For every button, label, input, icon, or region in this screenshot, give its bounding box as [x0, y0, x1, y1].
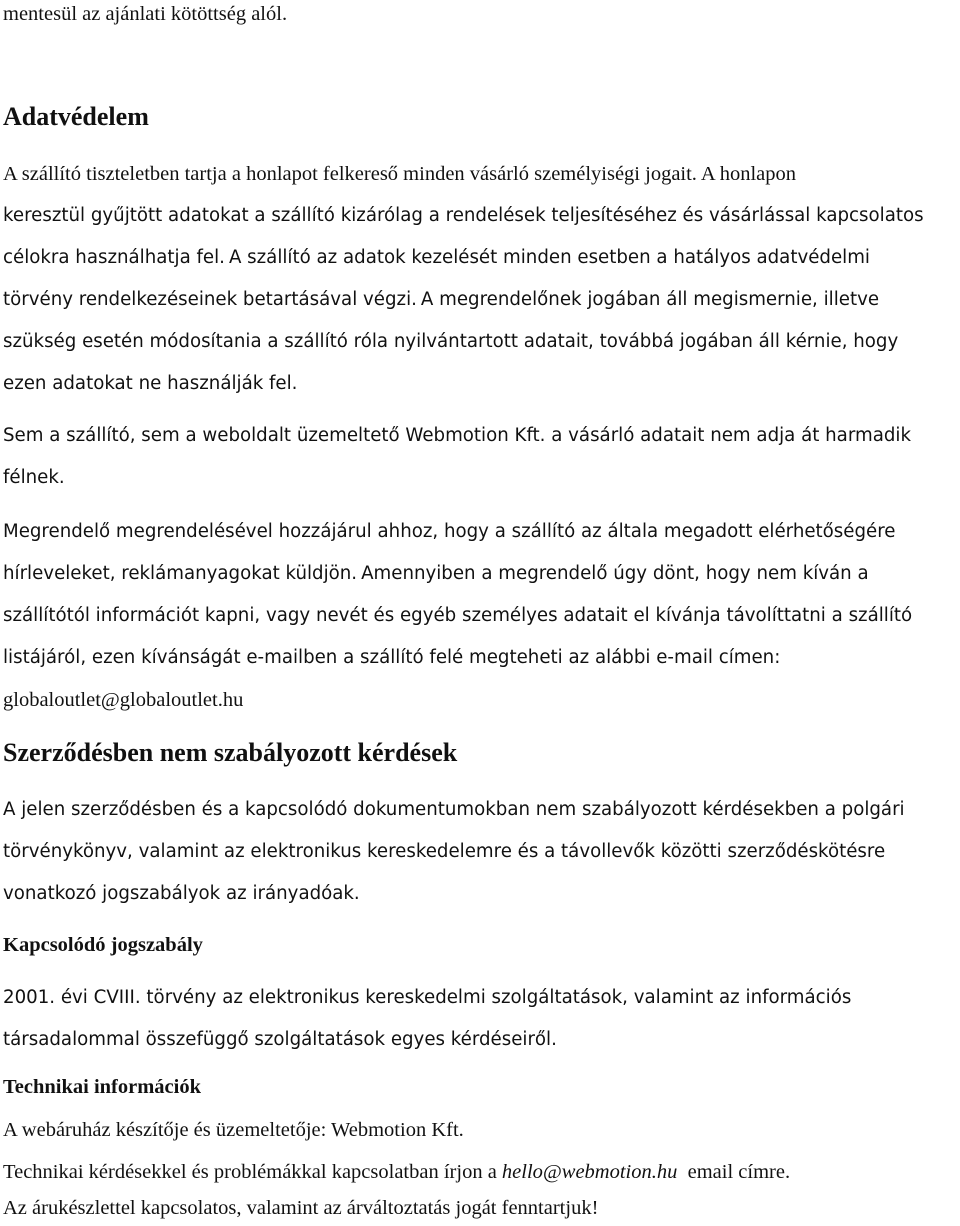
text-segment: Technikai kérdésekkel és problémákkal kapcsolatban írjon a	[3, 1161, 497, 1183]
privacy-paragraph-2	[3, 415, 911, 499]
privacy-heading: Adatvédelem	[3, 102, 149, 131]
related-law-paragraph	[3, 977, 851, 1061]
text-line: A jelen szerződésben és a kapcsolódó dokumentumokban nem szabályozott kérdésekben a polgári	[3, 799, 905, 820]
text-segment: email címre.	[687, 1161, 791, 1183]
text-line: 2001. évi CVIII. törvény az elektronikus kereskedelmi szolgáltatások, valamint az információs	[3, 987, 852, 1008]
text-line: ezen adatokat ne használják fel.	[3, 373, 298, 394]
privacy-email-link[interactable]: globaloutlet@globaloutlet.hu	[3, 689, 244, 711]
text-line: törvénykönyv, valamint az elektronikus kereskedelemre és a távollevők közötti szerződéskötésre	[3, 841, 886, 862]
unregulated-heading: Szerződésben nem szabályozott kérdések	[3, 738, 458, 767]
text-line	[3, 279, 924, 321]
text-line: A webáruház készítője és üzemeltetője: Webmotion Kft.	[3, 1119, 464, 1141]
text-line	[3, 237, 924, 279]
text-segment: A szállító az adatok kezelését minden esetben a hatályos adatvédelmi	[228, 247, 870, 268]
top-fragment	[3, 0, 287, 28]
text-line: A szállító tiszteletben tartja a honlapot felkereső minden vásárló személyiségi jogait. A honlapon	[3, 163, 797, 185]
unregulated-paragraph	[3, 789, 905, 915]
related-law-heading: Kapcsolódó jogszabály	[3, 934, 203, 956]
text-line: Az árukészlettel kapcsolatos, valamint az árváltoztatás jogát fenntartjuk!	[3, 1197, 599, 1219]
text-line: szállítótól információt kapni, vagy nevét és egyéb személyes adatait el kívánja távolíttatni a szállító	[3, 605, 913, 626]
text-line	[3, 1151, 790, 1193]
text-line: mentesül az ajánlati kötöttség alól.	[3, 3, 288, 25]
text-line: listájáról, ezen kívánságát e-mailben a szállító felé megteheti az alábbi e-mail címen:	[3, 647, 781, 668]
privacy-paragraph-1	[3, 153, 924, 405]
text-line: vonatkozó jogszabályok az irányadóak.	[3, 883, 360, 904]
text-line: társadalommal összefüggő szolgáltatások egyes kérdéseiről.	[3, 1029, 557, 1050]
text-line: Megrendelő megrendelésével hozzájárul ahhoz, hogy a szállító az általa megadott elérhetőségére	[3, 521, 896, 542]
text-segment: hírleveleket, reklámanyagokat küldjön.	[3, 563, 358, 584]
text-segment: Amennyiben a megrendelő úgy dönt, hogy nem kíván a	[361, 563, 869, 584]
technical-heading: Technikai információk	[3, 1076, 202, 1098]
text-line	[3, 553, 912, 595]
text-segment: törvény rendelkezéseinek betartásával végzi.	[3, 289, 417, 310]
text-segment: A megrendelőnek jogában áll megismernie, illetve	[420, 289, 880, 310]
text-line: Sem a szállító, sem a weboldalt üzemeltető Webmotion Kft. a vásárló adatait nem adja át harmadik	[3, 425, 911, 446]
text-line: keresztül gyűjtött adatokat a szállító kizárólag a rendelések teljesítéséhez és vásárlással kapcsolatos	[3, 205, 924, 226]
technical-paragraph	[3, 1109, 790, 1223]
text-line: szükség esetén módosítania a szállító róla nyilvántartott adatait, továbbá jogában áll kérnie, hogy	[3, 331, 899, 352]
text-line: félnek.	[3, 467, 65, 488]
support-email-link[interactable]: hello@webmotion.hu	[501, 1161, 678, 1183]
text-segment: célokra használhatja fel.	[3, 247, 225, 268]
privacy-paragraph-3	[3, 511, 912, 721]
